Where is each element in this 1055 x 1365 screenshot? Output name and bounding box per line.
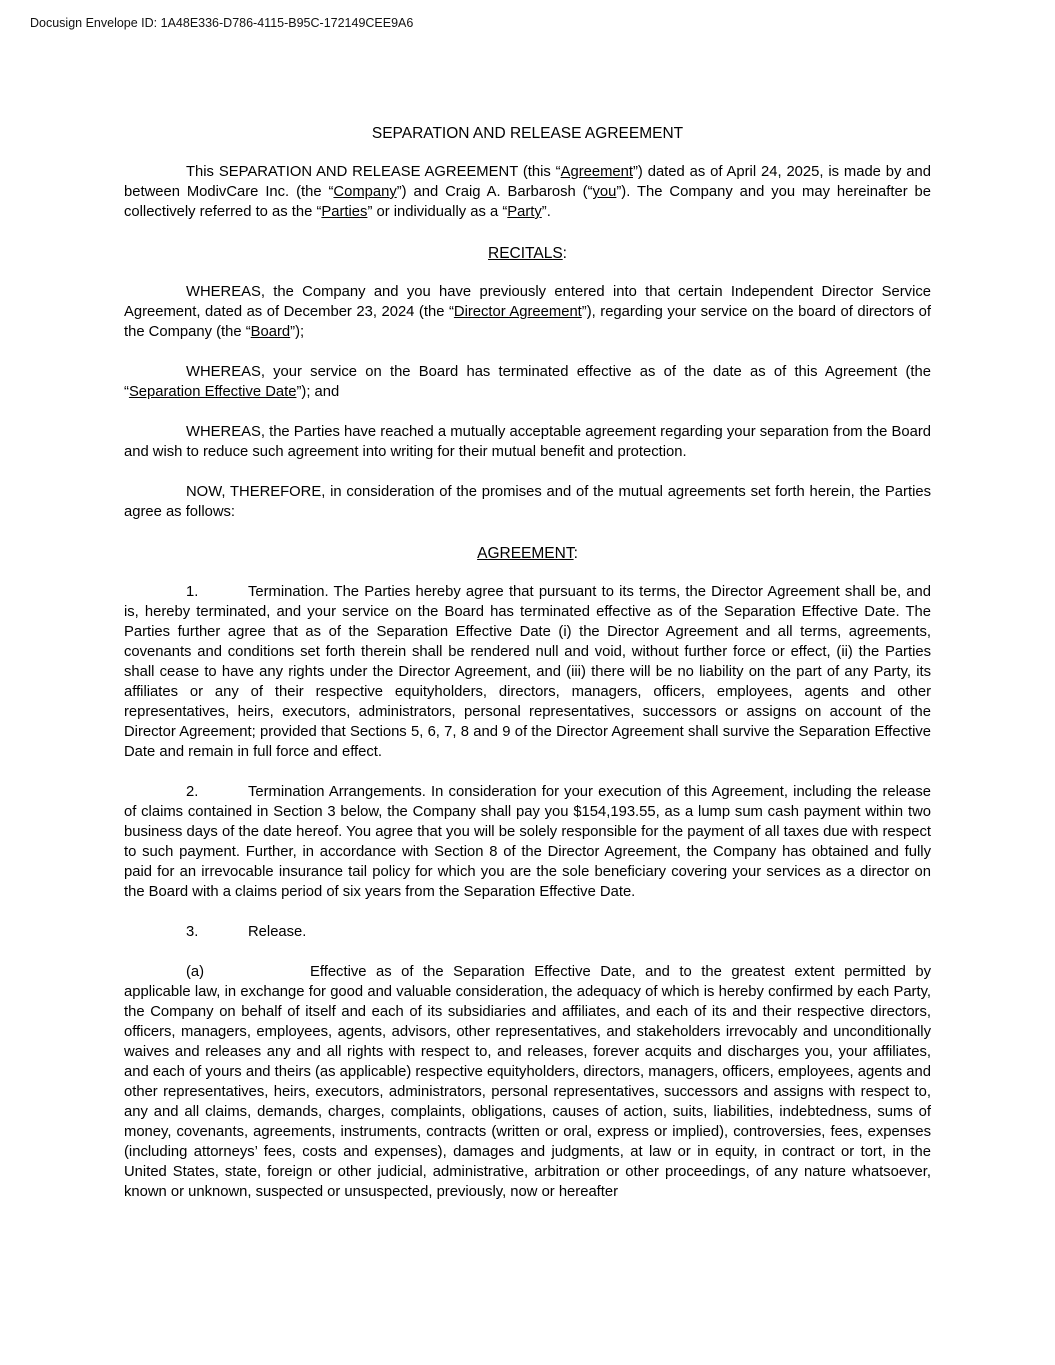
envelope-id: Docusign Envelope ID: 1A48E336-D786-4115-B95C-172149CEE9A6	[30, 16, 414, 30]
section-2-title: Termination Arrangements.	[248, 784, 426, 800]
recital-2: WHEREAS, your service on the Board has terminated effective as of the date as of this Agreement (the “Separation Effective Date”); and	[124, 364, 931, 400]
section-3a-label: (a)	[186, 964, 205, 980]
intro-paragraph: This SEPARATION AND RELEASE AGREEMENT (this “Agreement”) dated as of April 24, 2025, is made by and between ModivCare Inc. (the “Company”) and Craig A. Barbarosh (“you”). The Company and you may hereinafter be collectively referred to as the “Parties” or individually as a “Party”.	[124, 164, 931, 220]
section-1-number: 1.	[186, 584, 199, 600]
defined-term-separation-effective-date: Separation Effective Date	[128, 384, 297, 400]
section-2-number: 2.	[186, 784, 199, 800]
section-3a: (a) Effective as of the Separation Effective Date, and to the greatest extent permitted by applicable law, in exchange for good and valuable consideration, the adequacy of which is hereby confirmed by each Party, the Company on behalf of itself and each of its subsidiaries and affiliates, and each of its and their respective directors, officers, managers, employees, agents, advisors, other representatives, and stakeholders irrevocably and unconditionally waives and releases any and all rights with respect to, and releases, forever acquits and discharges you, your affiliates, and each of yours and theirs (as applicable) respective equityholders, directors, managers, officers, employees, agents and other representatives, heirs, executors, administrators, personal representatives, successors and assigns with respect to, any and all claims, demands, charges, complaints, obligations, causes of action, suits, liabilities, indebtedness, sums of money, covenants, agreements, instruments, contracts (written or oral, express or implied), controversies, fees, expenses (including attorneys’ fees, costs and expenses), damages and judgments, at law or in equity, in contract or tort, in the United States, state, foreign or other judicial, administrative, arbitration or other proceedings, of any nature whatsoever, known or unknown, suspected or unsuspected, previously, now or hereafter	[124, 964, 931, 1200]
section-2: 2. Termination Arrangements. In consideration for your execution of this Agreement, including the release of claims contained in Section 3 below, the Company shall pay you $154,193.55, as a lump sum cash payment within two business days of the date hereof. You agree that you will be solely responsible for the payment of all taxes due with respect to such payment. Further, in accordance with Section 8 of the Director Agreement, the Company has obtained and fully paid for an irrevocable insurance tail policy for which you are the sole beneficiary covering your services as a director on the Board with a claims period of six years from the Separation Effective Date.	[124, 784, 931, 900]
defined-term-director-agreement: Director Agreement	[453, 304, 582, 320]
section-1: 1. Termination. The Parties hereby agree that pursuant to its terms, the Director Agreement shall be, and is, hereby terminated, and your service on the Board has terminated effective as of the Separation Effective Date. The Parties further agree that as of the Separation Effective Date (i) the Director Agreement and all terms, agreements, covenants and conditions set forth therein shall be rendered null and void, without further force or effect, (ii) the Parties shall cease to have any rights under the Director Agreement, and (iii) there will be no liability on the part of any Party, its affiliates or any of their respective equityholders, directors, managers, officers, employees, agents and other representatives, heirs, executors, administrators, personal representatives, successors or assigns on account of the Director Agreement; provided that Sections 5, 6, 7, 8 and 9 of the Director Agreement shall survive the Separation Effective Date and remain in full force and effect.	[124, 584, 931, 760]
defined-term-board: Board	[250, 324, 291, 340]
document-title: SEPARATION AND RELEASE AGREEMENT	[371, 125, 684, 142]
document-page	[124, 122, 931, 1202]
defined-term-parties: Parties	[321, 204, 368, 220]
recital-1: WHEREAS, the Company and you have previously entered into that certain Independent Director Service Agreement, dated as of December 23, 2024 (the “Director Agreement”), regarding your service on the board of directors of the Company (the “Board”);	[124, 284, 931, 340]
section-3-title: Release.	[248, 924, 307, 940]
section-3	[124, 922, 931, 942]
now-therefore-paragraph: NOW, THEREFORE, in consideration of the promises and of the mutual agreements set forth herein, the Parties agree as follows:	[124, 484, 931, 520]
recitals-heading: RECITALS:	[488, 245, 567, 262]
defined-term-company: Company	[333, 184, 397, 200]
defined-term-you: you	[592, 184, 617, 200]
section-3-number: 3.	[186, 924, 199, 940]
defined-term-agreement: Agreement	[560, 164, 633, 180]
defined-term-party: Party	[507, 204, 542, 220]
agreement-heading: AGREEMENT:	[477, 545, 578, 562]
recital-3: WHEREAS, the Parties have reached a mutually acceptable agreement regarding your separation from the Board and wish to reduce such agreement into writing for their mutual benefit and protection.	[124, 424, 931, 460]
section-1-title: Termination.	[248, 584, 329, 600]
